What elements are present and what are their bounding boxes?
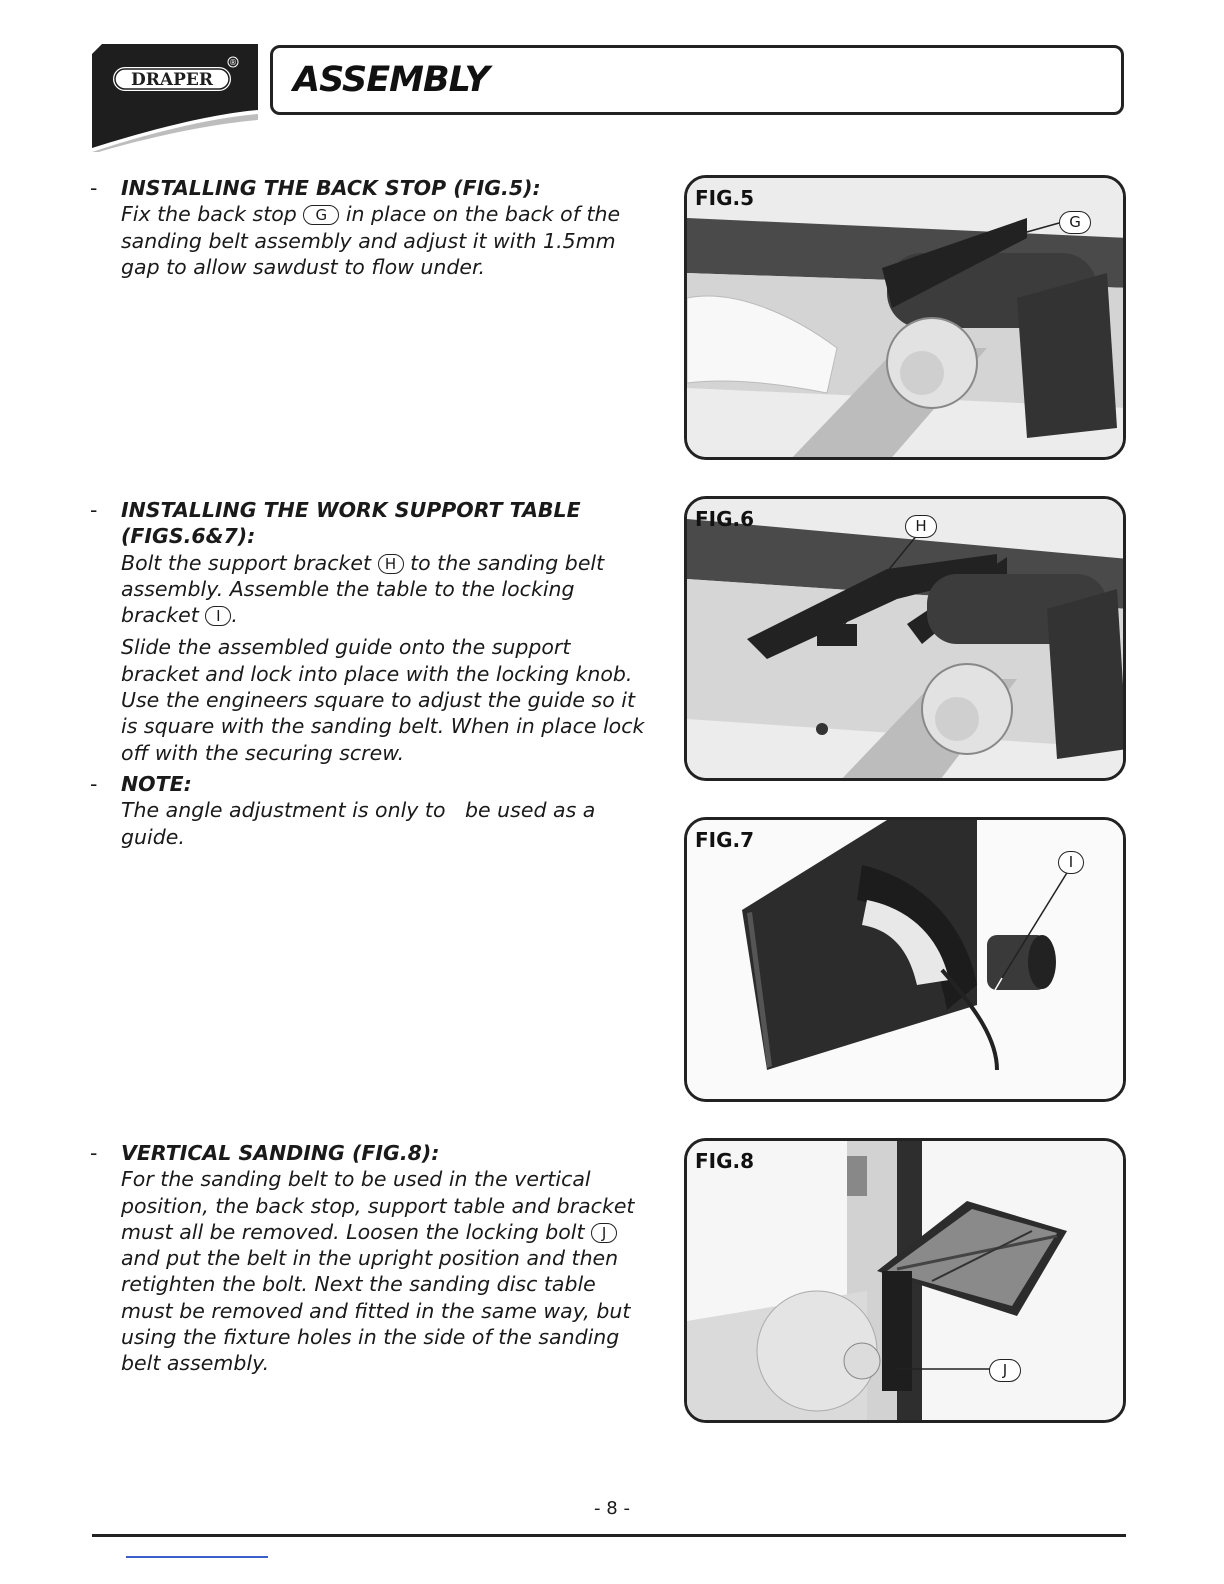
footer-rule xyxy=(92,1534,1126,1537)
marker-h: H xyxy=(378,554,404,574)
page-title-box xyxy=(270,45,1124,115)
section-heading: VERTICAL SANDING (FIG.8): xyxy=(121,1141,440,1165)
section-text: in place on the back of the sanding belt assembly and adjust it with 1.5mm gap to allow sawdust to flow under. xyxy=(121,202,621,279)
section-text: Bolt the support bracket xyxy=(121,550,378,575)
marker-i: I xyxy=(205,606,231,626)
section-text: The angle adjustment is only to be used as a guide. xyxy=(121,798,602,849)
section-text: For the sanding belt to be used in the vertical position, the back stop, support table and bracket must all be removed. Loosen the locking bolt xyxy=(121,1167,635,1244)
draper-logo xyxy=(92,44,258,152)
section-text: . xyxy=(231,603,238,628)
bullet-dash: - xyxy=(90,176,98,200)
section-text: Slide the assembled guide onto the support bracket and lock into place with the locking knob. Use the engineers square to adjust the guide so it is square with the sanding belt. When in place lock off with the securing screw. xyxy=(121,635,645,765)
figure-5 xyxy=(684,175,1126,460)
page-number: - 8 - xyxy=(594,1498,630,1519)
figure-label: FIG.6 xyxy=(695,507,755,531)
figure-6-photo xyxy=(687,499,1126,781)
figure-7 xyxy=(684,817,1126,1102)
callout-j: J xyxy=(989,1359,1021,1382)
section-text: Fix the back stop xyxy=(121,202,304,227)
bullet-dash: - xyxy=(90,1141,98,1165)
section-vertical-sanding xyxy=(90,1140,650,1377)
marker-j: J xyxy=(591,1223,617,1243)
bullet-dash: - xyxy=(90,772,98,796)
figure-label: FIG.8 xyxy=(695,1149,755,1173)
bullet-dash: - xyxy=(90,498,98,522)
page-title: ASSEMBLY xyxy=(293,60,489,100)
figure-6 xyxy=(684,496,1126,781)
figure-label: FIG.5 xyxy=(695,186,755,210)
callout-i: I xyxy=(1058,851,1084,874)
section-text: to the sanding belt assembly. Assemble the table to the locking bracket xyxy=(121,550,605,628)
figure-8-photo xyxy=(687,1141,1126,1423)
brand-text: DRAPER xyxy=(131,70,213,90)
footer-link-underline[interactable] xyxy=(126,1556,268,1558)
section-note xyxy=(90,771,650,850)
callout-g: G xyxy=(1059,211,1091,234)
figure-label: FIG.7 xyxy=(695,828,755,852)
section-heading: NOTE: xyxy=(121,772,192,796)
section-work-support-table xyxy=(90,497,650,766)
marker-g: G xyxy=(303,205,339,225)
section-back-stop xyxy=(90,175,650,280)
section-heading: INSTALLING THE BACK STOP (FIG.5): xyxy=(121,176,541,200)
section-heading: INSTALLING THE WORK SUPPORT TABLE (FIGS.6&7): xyxy=(121,498,581,549)
section-text: and put the belt in the upright position and then retighten the bolt. Next the sanding disc table must be removed and fitted in the same way, but using the fixture holes in the side of the sanding belt assembly. xyxy=(121,1246,631,1376)
registered-mark: ® xyxy=(229,58,237,67)
figure-8 xyxy=(684,1138,1126,1423)
callout-h: H xyxy=(905,515,937,538)
